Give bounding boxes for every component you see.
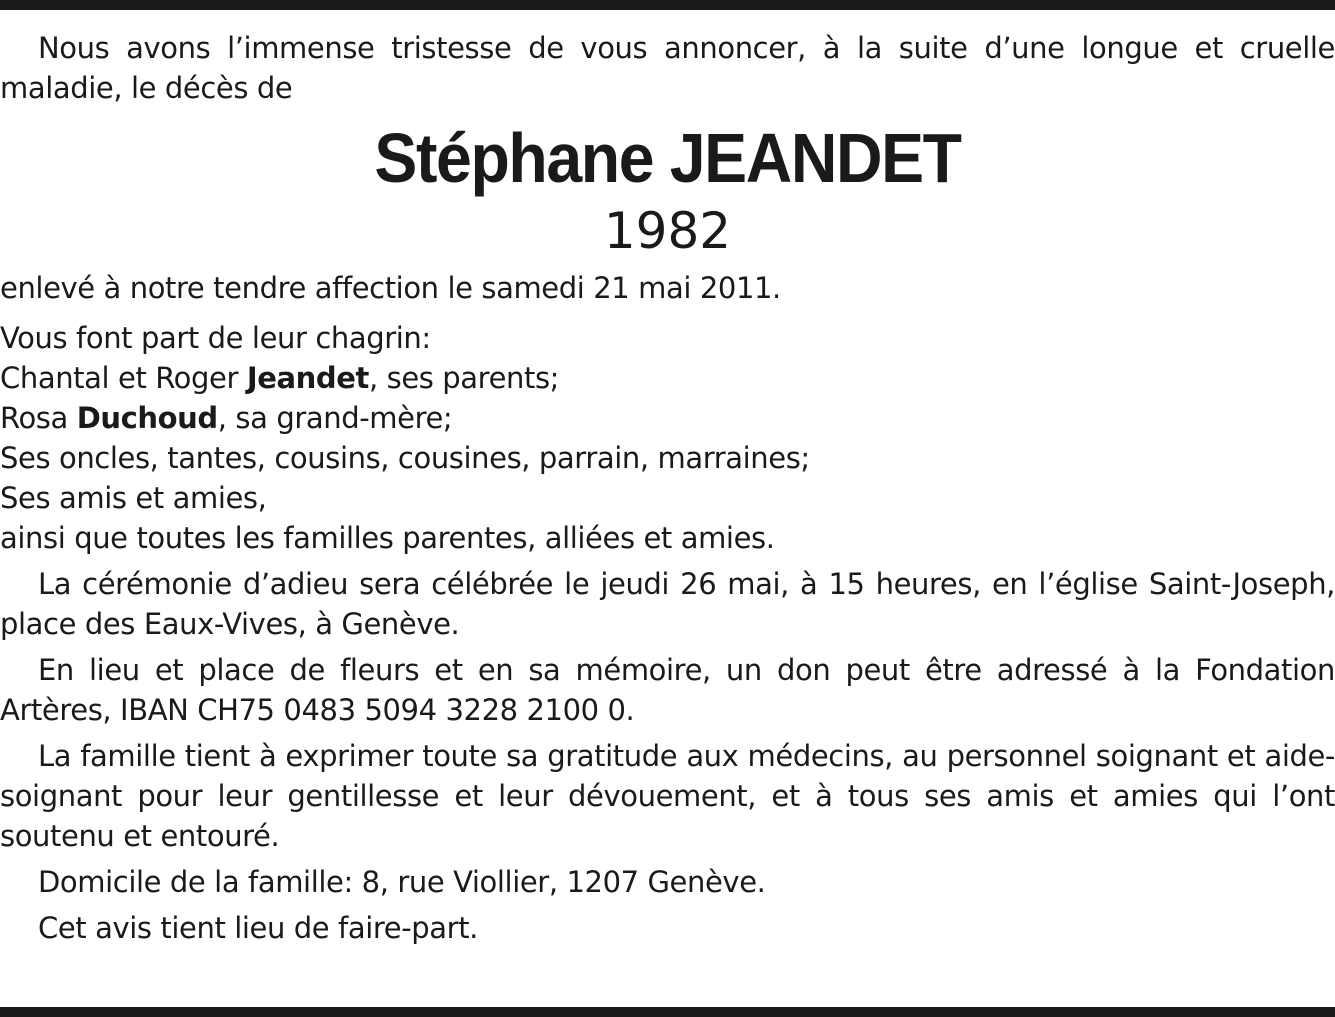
intro-paragraph: Nous avons l’immense tristesse de vous annoncer, à la suite d’une longue et cruelle maladie, le décès de <box>0 31 1335 105</box>
friends-line: Ses amis et amies, <box>0 481 267 515</box>
parents-line <box>0 358 1335 398</box>
parents-surname: Jeandet <box>246 361 369 395</box>
grandmother-surname: Duchoud <box>76 401 218 435</box>
bottom-border-rule <box>0 1007 1335 1017</box>
death-date-line: enlevé à notre tendre affection le samedi 21 mai 2011. <box>0 271 781 305</box>
relatives-line: Ses oncles, tantes, cousins, cousines, parrain, marraines; <box>0 441 810 475</box>
grandmother-relation: , sa grand-mère; <box>217 401 453 435</box>
birth-year: 1982 <box>603 202 732 260</box>
family-intro: Vous font part de leur chagrin: <box>0 321 431 355</box>
top-border-rule <box>0 0 1335 10</box>
domicile-paragraph: Domicile de la famille: 8, rue Viollier, 1207 Genève. <box>38 865 766 899</box>
donation-paragraph: En lieu et place de fleurs et en sa mémoire, un don peut être adressé à la Fondation Artères, IBAN CH75 0483 5094 3228 2100 0. <box>0 653 1335 727</box>
ceremony-paragraph: La cérémonie d’adieu sera célébrée le jeudi 26 mai, à 15 heures, en l’église Saint-Joseph, place des Eaux-Vives, à Genève. <box>0 567 1335 641</box>
deceased-name: Stéphane JEANDET <box>374 119 961 197</box>
grandmother-line <box>0 398 1335 438</box>
closing-paragraph: Cet avis tient lieu de faire-part. <box>38 911 478 945</box>
families-line: ainsi que toutes les familles parentes, alliées et amies. <box>0 521 775 555</box>
grandmother-first-name: Rosa <box>0 401 77 435</box>
parents-relation: , ses parents; <box>368 361 560 395</box>
obituary-notice <box>0 28 1335 948</box>
gratitude-paragraph: La famille tient à exprimer toute sa gratitude aux médecins, au personnel soignant et aide-soignant pour leur gentillesse et leur dévouement, et à tous ses amis et amies qui l’ont soutenu et entouré. <box>0 739 1335 853</box>
parents-first-names: Chantal et Roger <box>0 361 247 395</box>
